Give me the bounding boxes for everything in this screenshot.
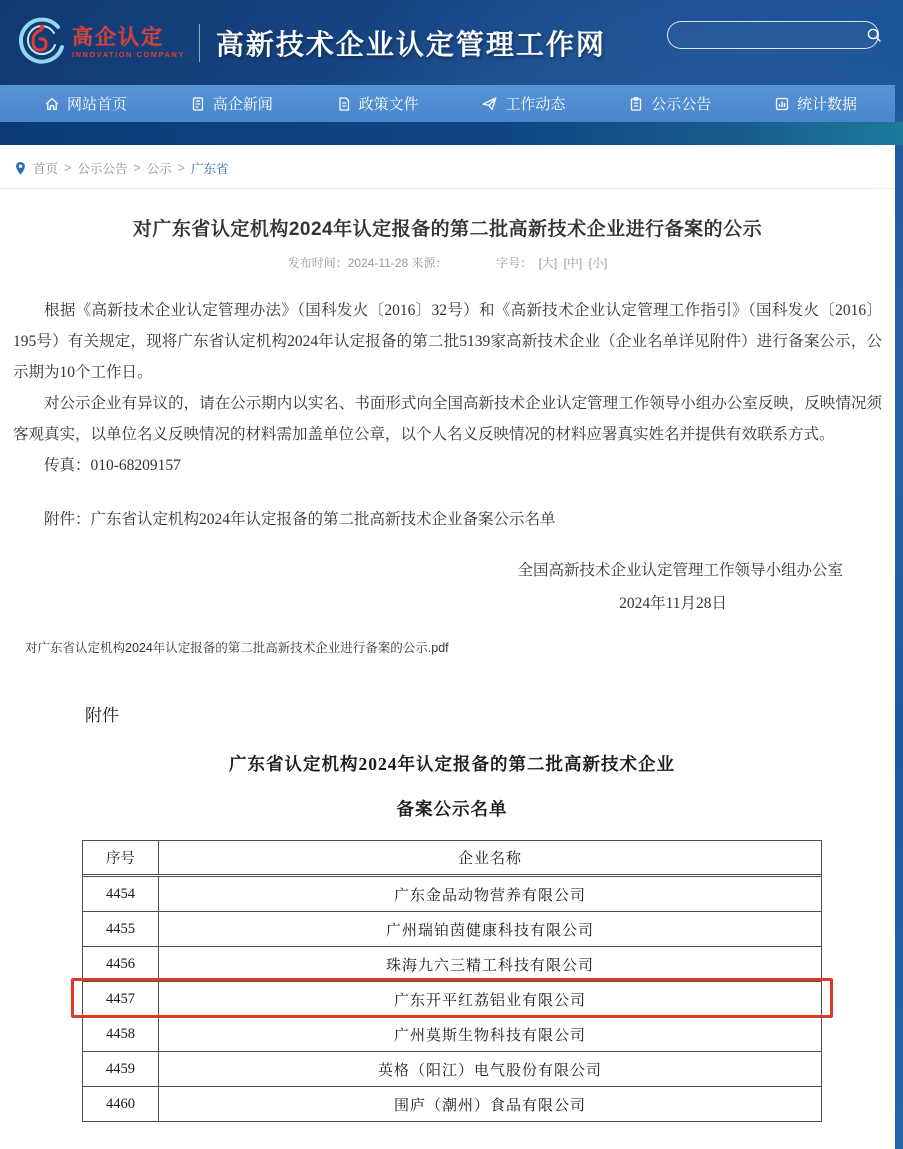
- site-header: [0, 0, 895, 85]
- table-row: [83, 1052, 821, 1087]
- table-row-highlighted: [83, 982, 821, 1017]
- serial-number: 4460: [83, 1087, 159, 1121]
- fax-line: 传真：010-68209157: [44, 457, 181, 474]
- search-input[interactable]: [668, 22, 866, 48]
- table-row: [83, 1017, 821, 1052]
- nav-item-announcements[interactable]: [628, 93, 711, 114]
- font-size-large-button[interactable]: [大]: [538, 256, 558, 270]
- signature-date: 2024年11月28日: [619, 595, 727, 612]
- breadcrumb-separator: >: [177, 161, 185, 175]
- breadcrumb: [0, 145, 895, 189]
- pdf-attachment-link[interactable]: 对广东省认定机构2024年认定报备的第二批高新技术企业进行备案的公示.pdf: [25, 641, 449, 655]
- header-divider: [199, 24, 200, 62]
- header-company-name: 企业名称: [457, 851, 522, 867]
- main-content: [0, 145, 895, 1149]
- paper-plane-icon: [481, 95, 498, 112]
- nav-label: 高企新闻: [212, 96, 273, 113]
- main-nav: [0, 85, 895, 122]
- breadcrumb-home[interactable]: 首页: [33, 162, 59, 176]
- font-size-small-button[interactable]: [小]: [588, 256, 608, 270]
- nav-label: 网站首页: [67, 96, 128, 113]
- nav-item-updates[interactable]: [481, 93, 565, 114]
- breadcrumb-separator: >: [133, 161, 141, 175]
- publish-info: 发布时间：2024-11-28 来源：: [287, 256, 448, 270]
- font-size-medium-button[interactable]: [中]: [563, 256, 583, 270]
- serial-number: 4459: [83, 1052, 159, 1086]
- table-row: [83, 912, 821, 947]
- attachment-document: [0, 701, 895, 1122]
- attachment-label: 附件: [85, 706, 119, 725]
- search-icon: [866, 27, 882, 43]
- attachment-reference-line: 附件：广东省认定机构2024年认定报备的第二批高新技术企业备案公示名单: [44, 511, 556, 528]
- paragraph-1: 根据《高新技术企业认定管理办法》（国科发火〔2016〕32号）和《高新技术企业认定管理工作指引》（国科发火〔2016〕195号）有关规定，现将广东省认定机构2024年认定报备的第二批5139家高新技术企业（企业名单详见附件）进行备案公示，公示期为10个工作日。: [13, 302, 882, 381]
- breadcrumb-publicity[interactable]: 公示: [146, 162, 172, 176]
- table-row: [83, 947, 821, 982]
- location-pin-icon: [14, 161, 27, 176]
- attachment-title-line1: 广东省认定机构2024年认定报备的第二批高新技术企业: [229, 754, 675, 774]
- search-button[interactable]: [866, 22, 882, 48]
- nav-item-statistics[interactable]: [774, 93, 857, 114]
- company-name: 围庐（潮州）食品有限公司: [393, 1097, 586, 1114]
- company-name: 广东开平红荔铝业有限公司: [393, 992, 586, 1009]
- logo-text-cn: 高企认定: [72, 26, 164, 50]
- nav-label: 统计数据: [796, 96, 857, 113]
- attachment-title-line2: 备案公示名单: [396, 799, 508, 819]
- company-name: 英格（阳江）电气股份有限公司: [377, 1062, 602, 1079]
- nav-item-news[interactable]: [190, 93, 273, 114]
- home-icon: [44, 96, 60, 112]
- nav-sub-strip: [0, 122, 903, 145]
- article-body: [0, 295, 895, 481]
- breadcrumb-separator: >: [64, 161, 72, 175]
- header-serial-number: 序号: [83, 841, 159, 874]
- nav-label: 公示公告: [651, 96, 712, 113]
- table-row: [83, 877, 821, 912]
- logo-text-en: INNOVATION COMPANY: [72, 49, 185, 59]
- clipboard-icon: [628, 96, 644, 112]
- serial-number: 4456: [83, 947, 159, 981]
- company-name: 广东金品动物营养有限公司: [393, 887, 586, 904]
- nav-item-policy[interactable]: [336, 93, 419, 114]
- serial-number: 4454: [83, 877, 159, 911]
- serial-number: 4455: [83, 912, 159, 946]
- table-row: [83, 1087, 821, 1122]
- company-name: 广州瑞铂茵健康科技有限公司: [385, 922, 594, 939]
- nav-item-home[interactable]: [44, 93, 127, 114]
- nav-label: 工作动态: [505, 96, 566, 113]
- serial-number: 4458: [83, 1017, 159, 1051]
- serial-number: 4457: [83, 982, 159, 1016]
- policy-doc-icon: [336, 96, 352, 112]
- paragraph-2: 对公示企业有异议的，请在公示期内以实名、书面形式向全国高新技术企业认定管理工作领导小组办公室反映，反映情况须客观真实，以单位名义反映情况的材料需加盖单位公章，以个人名义反映情况的材料应署真实姓名并提供有效联系方式。: [13, 395, 882, 443]
- nav-label: 政策文件: [358, 96, 419, 113]
- company-name: 广州莫斯生物科技有限公司: [393, 1027, 586, 1044]
- font-size-label: 字号：: [496, 256, 533, 270]
- article-meta: [0, 254, 895, 271]
- search-box: [667, 21, 879, 49]
- site-title: 高新技术企业认定管理工作网: [215, 28, 606, 60]
- breadcrumb-announcements[interactable]: 公示公告: [77, 162, 128, 176]
- table-header-row: [83, 841, 821, 877]
- company-name: 珠海九六三精工科技有限公司: [385, 957, 594, 974]
- chart-icon: [774, 96, 790, 112]
- company-table: [82, 840, 822, 1122]
- logo-swirl-icon: [14, 17, 66, 69]
- article-title: 对广东省认定机构2024年认定报备的第二批高新技术企业进行备案的公示: [132, 219, 763, 240]
- site-logo[interactable]: [14, 17, 185, 69]
- news-icon: [190, 96, 206, 112]
- signature-office: 全国高新技术企业认定管理工作领导小组办公室: [517, 562, 843, 579]
- breadcrumb-guangdong[interactable]: 广东省: [190, 162, 229, 176]
